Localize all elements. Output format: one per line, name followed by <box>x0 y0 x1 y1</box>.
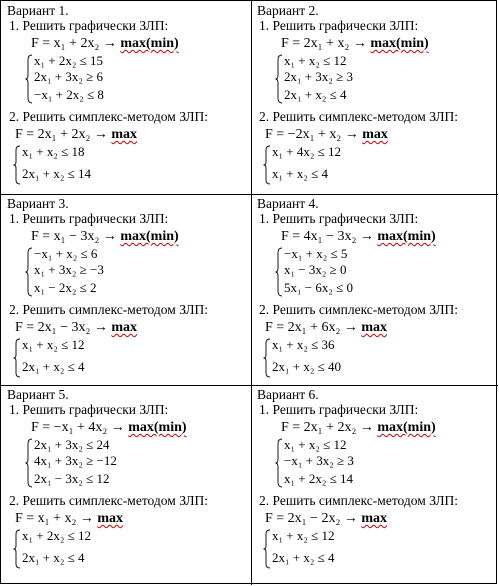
constraint-row: 2x₁ + x₂ ≤ 40 <box>272 359 342 374</box>
constraint-row: x₁ + 2x₂ ≤ 15 <box>34 53 104 68</box>
constraint-row: 4x₁ + 3x₂ ≥ −12 <box>34 453 117 468</box>
objective-expression: F = 4x₁ − 3x₂ → <box>281 229 378 244</box>
constraint-system-simplex <box>13 338 193 382</box>
column-divider <box>251 1 252 585</box>
variant-cell-1 <box>3 2 249 190</box>
constraint-row: 2x₁ + x₂ ≤ 4 <box>272 550 335 565</box>
constraint-row: x₁ + x₂ ≤ 12 <box>22 337 85 352</box>
constraint-row: x₁ + x₂ ≤ 12 <box>284 437 347 452</box>
objective-expression: F = 2x₁ + 6x₂ → <box>265 320 362 335</box>
objective-expression: F = 2x₁ − 2x₂ → <box>265 511 362 526</box>
variant-title: Вариант 2. <box>257 3 319 18</box>
left-brace <box>25 438 33 488</box>
constraint-row: −x₁ + 2x₂ ≤ 8 <box>34 87 104 102</box>
constraint-row: x₁ + 3x₂ ≥ −3 <box>34 262 104 277</box>
objective-expression: F = 2x₁ + 2x₂ → <box>15 127 112 142</box>
objective-graphic <box>281 36 429 52</box>
objective-expression: F = 2x₁ + 2x₂ → <box>281 420 378 435</box>
objective-goal: max <box>361 511 388 526</box>
variant-title: Вариант 6. <box>257 387 319 402</box>
task-graphic-label: 1. Решить графически ЗЛП: <box>259 211 419 226</box>
left-brace <box>263 338 271 378</box>
left-brace <box>275 54 283 104</box>
objective-graphic <box>281 420 436 436</box>
left-brace <box>275 438 283 488</box>
left-brace <box>25 247 33 297</box>
constraint-row: 2x₁ + x₂ ≤ 4 <box>284 87 347 102</box>
task-graphic-label: 1. Решить графически ЗЛП: <box>259 402 419 417</box>
objective-simplex <box>15 127 137 143</box>
variant-title: Вариант 1. <box>7 3 69 18</box>
left-brace <box>275 247 283 297</box>
task-simplex-label: 2. Решить симплекс-методом ЗЛП: <box>259 302 459 317</box>
task-simplex-label: 2. Решить симплекс-методом ЗЛП: <box>9 302 209 317</box>
constraint-row: 2x₁ + x₂ ≤ 4 <box>22 550 85 565</box>
constraint-system-simplex <box>263 338 443 382</box>
objective-graphic <box>281 229 436 245</box>
objective-goal: max(min) <box>128 420 187 435</box>
left-brace <box>13 338 21 378</box>
variant-cell-2 <box>253 2 499 190</box>
objective-goal: max <box>361 320 388 335</box>
objective-expression: F = 2x₁ − 3x₂ → <box>15 320 112 335</box>
objective-goal: max(min) <box>120 36 179 51</box>
constraint-row: x₁ + x₂ ≤ 18 <box>22 144 85 159</box>
task-simplex-label: 2. Решить симплекс-методом ЗЛП: <box>9 493 209 508</box>
task-simplex-label: 2. Решить симплекс-методом ЗЛП: <box>259 493 459 508</box>
task-simplex-label: 2. Решить симплекс-методом ЗЛП: <box>259 109 459 124</box>
objective-graphic <box>31 420 187 436</box>
variant-title: Вариант 3. <box>7 196 69 211</box>
variant-title: Вариант 5. <box>7 387 69 402</box>
constraint-system-graphic <box>25 54 205 106</box>
constraint-row: x₁ + 2x₂ ≤ 12 <box>22 528 92 543</box>
objective-expression: F = x₁ + 2x₂ → <box>31 36 121 51</box>
left-brace <box>25 54 33 104</box>
variant-title: Вариант 4. <box>257 196 319 211</box>
objective-expression: F = −2x₁ + x₂ → <box>265 127 363 142</box>
objective-expression: F = 2x₁ + x₂ → <box>281 36 371 51</box>
variant-cell-5 <box>3 386 249 574</box>
objective-graphic <box>31 229 179 245</box>
constraint-row: x₁ + x₂ ≤ 36 <box>272 337 335 352</box>
constraint-row: 2x₁ + 3x₂ ≥ 6 <box>34 69 104 84</box>
objective-simplex <box>265 127 388 143</box>
variant-cell-3 <box>3 195 249 383</box>
constraint-system-graphic <box>275 247 455 299</box>
objective-goal: max(min) <box>377 420 436 435</box>
constraint-system-graphic <box>275 438 455 490</box>
constraint-row: x₁ + 2x₂ ≤ 14 <box>284 471 354 486</box>
constraint-row: x₁ − 3x₂ ≥ 0 <box>284 262 347 277</box>
constraint-system-simplex <box>13 529 193 573</box>
left-brace <box>13 145 21 185</box>
objective-expression: F = x₁ + x₂ → <box>15 511 98 526</box>
left-brace <box>263 529 271 569</box>
constraint-row: x₁ − 2x₂ ≤ 2 <box>34 280 97 295</box>
constraint-system-graphic <box>25 438 205 490</box>
constraint-system-simplex <box>13 145 193 189</box>
task-graphic-label: 1. Решить графически ЗЛП: <box>9 18 169 33</box>
constraint-system-simplex <box>263 529 443 573</box>
objective-graphic <box>31 36 179 52</box>
left-brace <box>13 529 21 569</box>
objective-goal: max <box>111 127 138 142</box>
constraint-system-graphic <box>25 247 205 299</box>
objective-simplex <box>265 511 387 527</box>
constraint-row: 2x₁ + 3x₂ ≥ 3 <box>284 69 354 84</box>
constraint-system-simplex <box>263 145 443 189</box>
objective-goal: max(min) <box>120 229 179 244</box>
constraint-row: 5x₁ − 6x₂ ≤ 0 <box>284 280 354 295</box>
variant-cell-6 <box>253 386 499 574</box>
variant-cell-4 <box>253 195 499 383</box>
constraint-system-graphic <box>275 54 455 106</box>
objective-simplex <box>15 511 123 527</box>
task-simplex-label: 2. Решить симплекс-методом ЗЛП: <box>9 109 209 124</box>
constraint-row: −x₁ + x₂ ≤ 5 <box>284 246 348 261</box>
objective-goal: max <box>111 320 138 335</box>
constraint-row: 2x₁ − 3x₂ ≤ 12 <box>34 471 110 486</box>
constraint-row: x₁ + x₂ ≤ 4 <box>272 166 329 181</box>
objective-goal: max(min) <box>377 229 436 244</box>
objective-expression: F = −x₁ + 4x₂ → <box>31 420 129 435</box>
constraint-row: −x₁ + x₂ ≤ 6 <box>34 246 98 261</box>
constraint-row: x₁ + x₂ ≤ 12 <box>284 53 347 68</box>
objective-goal: max <box>97 511 124 526</box>
objective-goal: max(min) <box>370 36 429 51</box>
objective-goal: max <box>362 127 388 142</box>
constraint-row: 2x₁ + x₂ ≤ 4 <box>22 359 85 374</box>
constraint-row: 2x₁ + x₂ ≤ 14 <box>22 166 92 181</box>
constraint-row: −x₁ + 3x₂ ≥ 3 <box>284 453 354 468</box>
constraint-row: x₁ + 4x₂ ≤ 12 <box>272 144 342 159</box>
left-brace <box>263 145 271 185</box>
task-graphic-label: 1. Решить графически ЗЛП: <box>259 18 419 33</box>
objective-simplex <box>15 320 137 336</box>
objective-simplex <box>265 320 387 336</box>
task-graphic-label: 1. Решить графически ЗЛП: <box>9 211 169 226</box>
constraint-row: 2x₁ + 3x₂ ≤ 24 <box>34 437 110 452</box>
objective-expression: F = x₁ − 3x₂ → <box>31 229 121 244</box>
task-graphic-label: 1. Решить графически ЗЛП: <box>9 402 169 417</box>
constraint-row: x₁ + x₂ ≤ 12 <box>272 528 335 543</box>
